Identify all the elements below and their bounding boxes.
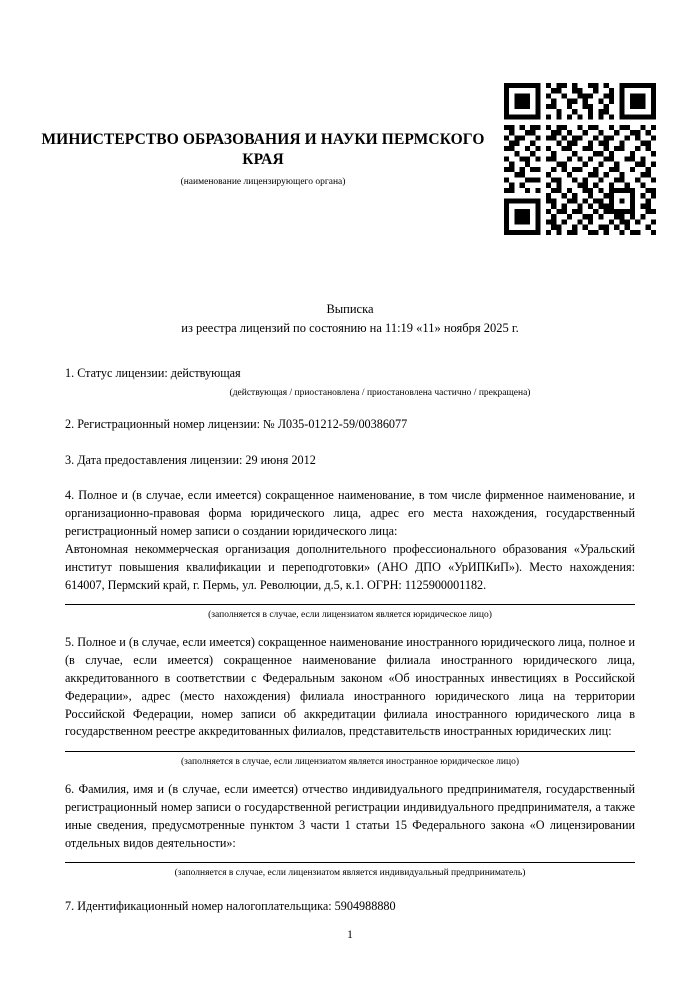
clause-5-note: (заполняется в случае, если лицензиатом является иностранное юридическое лицо) [181, 757, 519, 768]
document-title [0, 300, 700, 339]
document-header [38, 130, 488, 187]
clause-4-legal-entity-value: Автономная некоммерческая организация дополнительного профессионального образования «Уральский институт повышения квалификации и переподготовки» (АНО ДПО «УрИПКиП»). Место нахождения: 614007, Пермский край, г. Пермь, ул. Революции, д.5, к.1. ОГРН: 1125900001182. [65, 541, 635, 592]
clause-7-taxpayer-number: 7. Идентификационный номер налогоплательщика: 5904988880 [65, 899, 396, 914]
clause-3-issue-date: 3. Дата предоставления лицензии: 29 июня 2012 [65, 452, 316, 467]
qr-code-graphic [504, 83, 656, 235]
clause-1-status: 1. Статус лицензии: действующая [65, 366, 241, 380]
clause-6-note: (заполняется в случае, если лицензиатом является индивидуальный предприниматель) [174, 868, 526, 879]
clause-5-foreign-entity-label: 5. Полное и (в случае, если имеется) сокращенное наименование иностранного юридического лица, полное и (в случае, если имеется) сокращенное наименование филиала иностранного юридического лица, аккредитованного в соответствии с Федеральным законом «Об иностранных инвестициях в Российской Федерации», адрес (место нахождения) филиала иностранного юридического лица на территории Российской Федерации, номер записи об аккредитации филиала иностранного юридического лица в государственном реестре аккредитованных филиалов, представительств иностранных юридических лиц: [65, 635, 635, 739]
page-number: 1 [347, 929, 353, 941]
clause-4-legal-entity-label: 4. Полное и (в случае, если имеется) сокращенное наименование, в том числе фирменное наименование, и организационно-правовая форма юридического лица, адрес его места нахождения, государственный регистрационный номер записи о создании юридического лица: [65, 488, 635, 539]
document-body [65, 365, 635, 916]
clause-5-divider [65, 751, 635, 752]
qr-code [504, 83, 656, 235]
clause-4-divider [65, 604, 635, 605]
clause-4-note: (заполняется в случае, если лицензиатом является юридическое лицо) [208, 610, 492, 621]
clause-2-registration-number: 2. Регистрационный номер лицензии: № Л035-01212-59/00386077 [65, 416, 408, 431]
licensing-authority-note: (наименование лицензирующего органа) [180, 176, 346, 187]
clause-1-note: (действующая / приостановлена / приостановлена частично / прекращена) [229, 387, 531, 398]
ministry-title: МИНИСТЕРСТВО ОБРАЗОВАНИЯ И НАУКИ ПЕРМСКОГО КРАЯ [41, 131, 485, 169]
clause-6-individual-entrepreneur-label: 6. Фамилия, имя и (в случае, если имеется) отчество индивидуального предпринимателя, государственный регистрационный номер записи о государственной регистрации индивидуального предпринимателя, а также иные сведения, предусмотренные пунктом 3 части 1 статьи 15 Федерального закона «О лицензировании отдельных видов деятельности»: [65, 782, 635, 850]
document-title-line2: из реестра лицензий по состоянию на 11:19 «11» ноября 2025 г. [181, 321, 519, 336]
clause-6-divider [65, 862, 635, 863]
document-title-line1: Выписка [326, 302, 374, 316]
